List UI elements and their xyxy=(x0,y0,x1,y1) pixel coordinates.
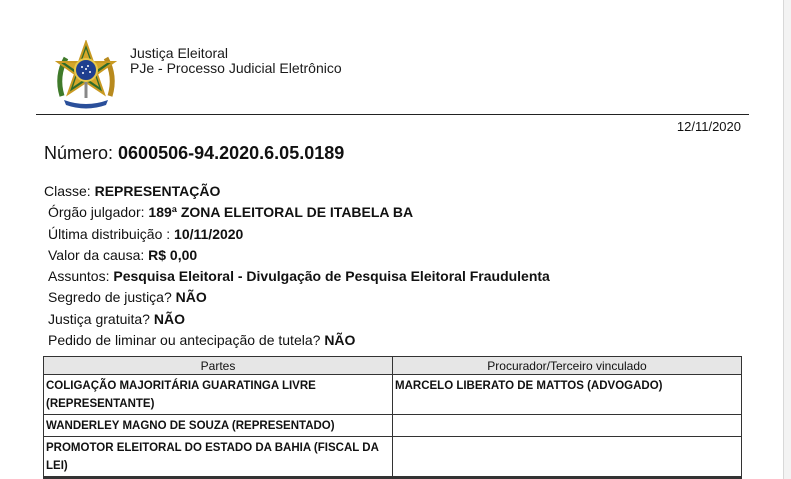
parties-table xyxy=(43,356,742,477)
cell-procurador xyxy=(393,415,742,437)
table-row xyxy=(44,437,742,477)
field-segredo xyxy=(44,287,550,308)
field-label: Classe: xyxy=(44,183,95,199)
field-value: REPRESENTAÇÃO xyxy=(94,183,221,199)
field-valor xyxy=(44,245,550,266)
field-distribuicao xyxy=(44,224,550,245)
process-fields xyxy=(44,181,550,351)
field-value: NÃO xyxy=(324,332,356,349)
cell-parte: WANDERLEY MAGNO DE SOUZA (REPRESENTADO) xyxy=(44,415,393,437)
field-value: 10/11/2020 xyxy=(174,225,244,242)
header-line-2: PJe - Processo Judicial Eletrônico xyxy=(130,60,342,76)
field-classe xyxy=(44,181,550,202)
field-label: Assuntos: xyxy=(48,268,114,285)
header-title xyxy=(130,46,342,76)
field-value: Pesquisa Eleitoral - Divulgação de Pesquisa Eleitoral Fraudulenta xyxy=(113,268,550,285)
column-header-partes: Partes xyxy=(44,357,393,375)
field-label: Segredo de justiça? xyxy=(48,289,176,306)
cell-procurador: MARCELO LIBERATO DE MATTOS (ADVOGADO) xyxy=(393,375,742,415)
brazil-coat-of-arms-icon xyxy=(52,40,120,110)
field-assuntos xyxy=(44,266,550,287)
field-liminar xyxy=(44,330,550,351)
document-header xyxy=(36,36,749,115)
table-row xyxy=(44,415,742,437)
field-value: NÃO xyxy=(153,310,185,327)
field-value: NÃO xyxy=(175,289,207,306)
field-gratuita xyxy=(44,309,550,330)
cell-parte: PROMOTOR ELEITORAL DO ESTADO DA BAHIA (FISCAL DA LEI) xyxy=(44,437,393,477)
cell-parte: COLIGAÇÃO MAJORITÁRIA GUARATINGA LIVRE (REPRESENTANTE) xyxy=(44,375,393,415)
field-value: 189ª ZONA ELEITORAL DE ITABELA BA xyxy=(148,204,414,221)
field-label: Justiça gratuita? xyxy=(48,310,154,327)
field-label: Valor da causa: xyxy=(48,246,149,263)
table-header-row xyxy=(44,357,742,375)
process-number-value: 0600506-94.2020.6.05.0189 xyxy=(118,143,345,163)
field-label: Pedido de liminar ou antecipação de tutela? xyxy=(48,332,325,349)
cell-procurador xyxy=(393,437,742,477)
field-value: R$ 0,00 xyxy=(148,246,198,263)
process-number xyxy=(44,143,344,164)
field-label: Órgão julgador: xyxy=(48,204,149,221)
scrollbar[interactable] xyxy=(783,0,791,479)
field-orgao xyxy=(44,202,550,223)
field-label: Última distribuição : xyxy=(48,225,175,242)
header-line-1: Justiça Eleitoral xyxy=(130,45,229,61)
column-header-procurador: Procurador/Terceiro vinculado xyxy=(393,357,742,375)
table-row xyxy=(44,375,742,415)
document-date: 12/11/2020 xyxy=(676,119,741,134)
process-number-label: Número: xyxy=(44,143,119,163)
